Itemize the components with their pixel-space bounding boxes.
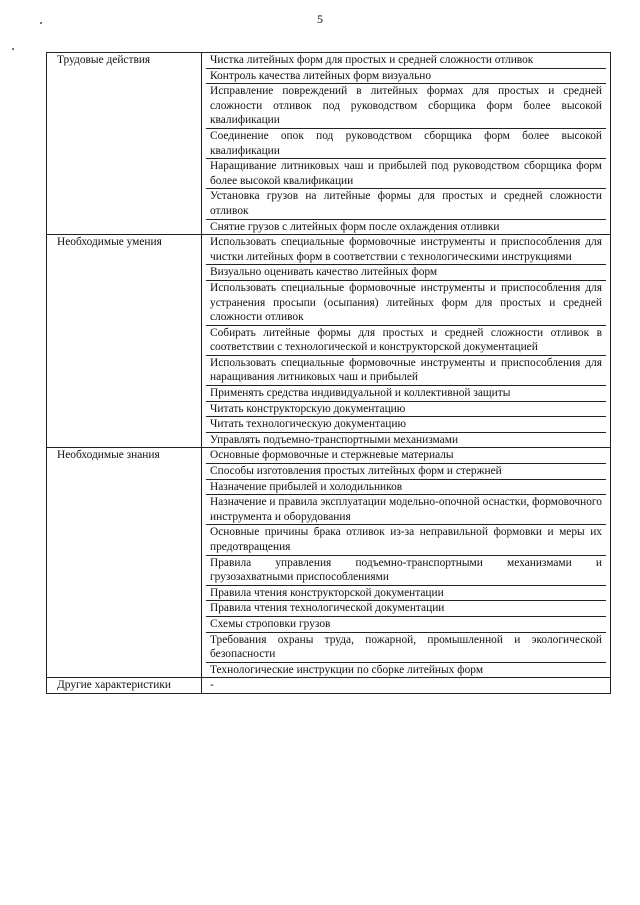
list-item: Установка грузов на литейные формы для простых и средней сложности отливок — [206, 189, 606, 219]
list-item: Использовать специальные формовочные инструменты и приспособления для устранения просыпи (осыпания) литейных форм для простых и средней сложности отливок — [206, 281, 606, 326]
list-item: Применять средства индивидуальной и коллективной защиты — [206, 386, 606, 402]
row-items — [202, 53, 611, 235]
requirements-table — [46, 52, 611, 694]
row-label: Другие характеристики — [47, 678, 202, 694]
list-item: Наращивание литниковых чаш и прибылей под руководством сборщика форм более высокой квалификации — [206, 159, 606, 189]
row-label: Трудовые действия — [47, 53, 202, 235]
list-item: Визуально оценивать качество литейных форм — [206, 265, 606, 281]
list-item: Правила чтения технологической документации — [206, 601, 606, 617]
page-number: 5 — [317, 12, 323, 26]
list-item: Соединение опок под руководством сборщика форм более высокой квалификации — [206, 129, 606, 159]
scan-speck — [12, 48, 14, 50]
row-label: Необходимые умения — [47, 235, 202, 448]
list-item: Исправление повреждений в литейных формах для простых и средней сложности отливок под руководством сборщика форм более высокой квалификации — [206, 84, 606, 129]
list-item: Контроль качества литейных форм визуально — [206, 69, 606, 85]
list-item: Технологические инструкции по сборке литейных форм — [210, 663, 484, 676]
list-item: Читать технологическую документацию — [206, 417, 606, 433]
list-item: Использовать специальные формовочные инструменты и приспособления для наращивания литниковых чаш и прибылей — [206, 356, 606, 386]
table-row — [47, 678, 611, 694]
list-item: Требования охраны труда, пожарной, промышленной и экологической безопасности — [206, 633, 606, 663]
list-item: Использовать специальные формовочные инструменты и приспособления для чистки литейных форм в соответствии с технологическими инструкциями — [206, 235, 606, 265]
row-items — [202, 448, 611, 678]
list-item: - — [210, 679, 214, 692]
row-label: Необходимые знания — [47, 448, 202, 678]
list-item: Назначение и правила эксплуатации модельно-опочной оснастки, формовочного инструмента и оборудования — [206, 495, 606, 525]
row-items — [202, 678, 611, 694]
list-item: Правила чтения конструкторской документации — [206, 586, 606, 602]
list-item: Читать конструкторскую документацию — [206, 402, 606, 418]
table-row — [47, 235, 611, 448]
list-item: Назначение прибылей и холодильников — [206, 480, 606, 496]
table-row — [47, 53, 611, 235]
row-items — [202, 235, 611, 448]
list-item: Способы изготовления простых литейных форм и стержней — [206, 464, 606, 480]
scan-speck — [40, 22, 42, 24]
list-item: Правила управления подъемно-транспортными механизмами и грузозахватными приспособлениями — [206, 556, 606, 586]
list-item: Основные причины брака отливок из-за неправильной формовки и меры их предотвращения — [206, 525, 606, 555]
list-item: Основные формовочные и стержневые материалы — [206, 448, 606, 464]
list-item: Собирать литейные формы для простых и средней сложности отливок в соответствии с технологической и конструкторской документацией — [206, 326, 606, 356]
list-item: Чистка литейных форм для простых и средней сложности отливок — [206, 53, 606, 69]
table-row — [47, 448, 611, 678]
list-item: Управлять подъемно-транспортными механизмами — [210, 433, 459, 446]
list-item: Снятие грузов с литейных форм после охлаждения отливки — [210, 220, 500, 233]
list-item: Схемы строповки грузов — [206, 617, 606, 633]
